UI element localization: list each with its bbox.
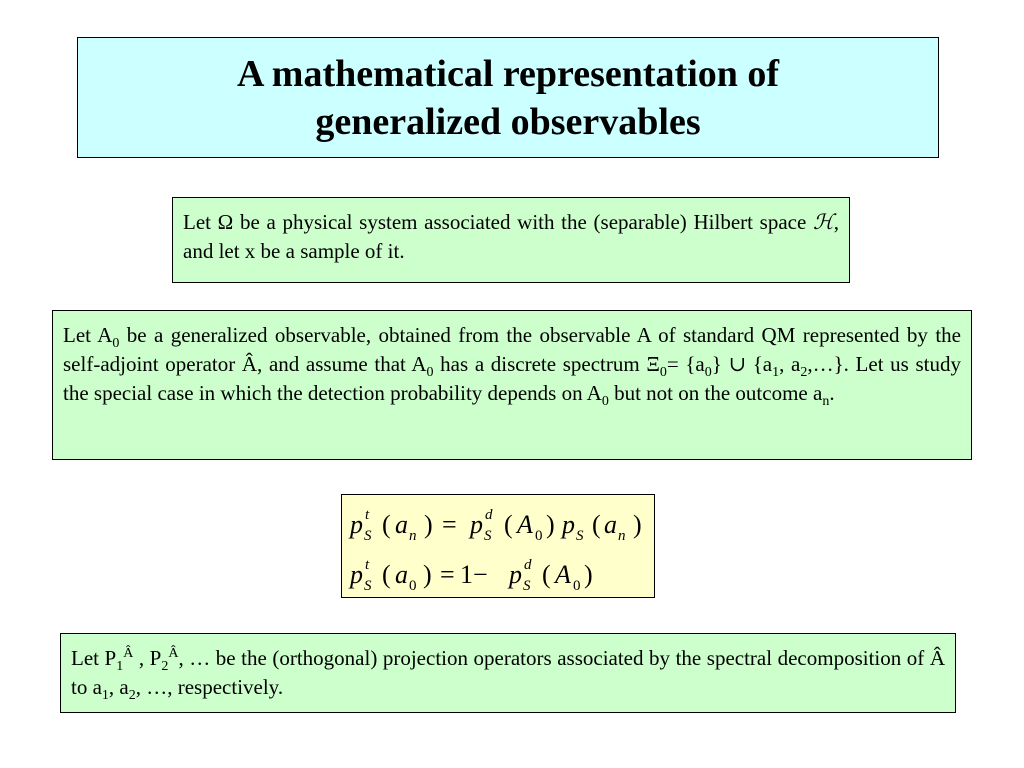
observable-sub-2: 0 [426,365,434,381]
projection-sub-4: 2 [128,688,136,704]
observable-text-5: } ∪ {a [711,352,773,376]
eq2-p: p [350,560,363,589]
observable-text-2: be a generalized observable, obtained from the observable A of standard QM represented by the self-adjoint operator Â, and assume that A [63,323,961,376]
observable-sub-7: 0 [601,394,609,410]
slide-title [237,50,779,146]
eq1-sub-s3: S [576,528,584,544]
eq2-rparen2: ) [584,560,593,589]
eq1-lparen3: ( [592,510,601,539]
eq1-sub-0: 0 [535,528,543,544]
projection-sub-1: 1 [116,659,124,675]
projection-sub-2: 2 [161,659,169,675]
eq1-p3: p [562,510,575,539]
eq1-sub-n: n [409,528,417,544]
eq2-sub-s2: S [523,578,531,594]
observable-text-3: has a discrete spectrum Ξ [433,352,660,376]
eq1-equals: = [442,510,457,539]
title-box [77,37,939,158]
eq1-p2: p [470,510,483,539]
eq1-sub-n3: n [618,528,626,544]
observable-text-8: but not on the outcome a [608,381,823,405]
system-definition-box [172,197,850,283]
eq1-sup-t: t [365,507,370,523]
eq2-one-minus: 1− [460,560,488,589]
eq2-rparen: ) [423,560,432,589]
eq2-sub-02: 0 [573,578,581,594]
observable-text-1: Let A [63,323,113,347]
observable-text-4: = {a [666,352,705,376]
observable-text-9: . [829,381,835,405]
observable-sub-8: n [822,394,830,410]
eq1-a: a [395,510,408,539]
eq1-sub-s2: S [484,528,492,544]
hilbert-space-symbol: ℋ [812,210,834,234]
equation-2 [348,557,593,594]
eq1-rparen: ) [424,510,433,539]
observable-text-7: ,…}. Let us study the special case in which the detection probability depends on A [63,352,962,405]
eq2-lparen2: ( [542,560,551,589]
eq2-a: a [395,560,408,589]
observable-sub-1: 0 [112,336,120,352]
eq2-lparen: ( [382,560,391,589]
observable-sub-6: 2 [800,365,808,381]
formula-box [341,494,655,598]
equation-1 [348,507,642,544]
eq2-p2: p [509,560,522,589]
projection-text-1: Let P [71,646,117,670]
observable-sub-3: 0 [659,365,667,381]
projection-text-4: , a [108,675,129,699]
projection-text-2: , P [133,646,162,670]
projection-sup-2: Â [168,646,179,661]
eq1-sub-s: S [364,528,372,544]
observable-sub-4: 0 [704,365,712,381]
slide-title-line-1: A mathematical representation of [236,52,780,95]
observable-sub-5: 1 [772,365,780,381]
eq1-a3: a [604,510,617,539]
eq2-sup-t: t [365,557,370,573]
eq1-rparen2: ) [546,510,555,539]
observable-text-6: , a [779,352,801,376]
system-definition-text-a: Let Ω be a physical system associated with the (separable) Hilbert space [183,210,813,234]
eq2-sub-0: 0 [409,578,417,594]
eq1-lparen2: ( [504,510,513,539]
formula-svg [342,495,654,597]
eq2-equals: = [440,560,455,589]
eq1-sup-d: d [485,507,493,523]
projection-text-3: , … be the (orthogonal) projection operators associated by the spectral decomposition of Â to a [71,646,945,699]
eq1-p: p [350,510,363,539]
projection-operators-box [60,633,956,713]
eq2-sup-d: d [524,557,532,573]
eq1-A: A [517,510,533,539]
eq1-rparen3: ) [633,510,642,539]
slide-title-line-2: generalized observables [315,100,701,143]
eq2-sub-s: S [364,578,372,594]
projection-sub-3: 1 [101,688,109,704]
projection-sup-1: Â [123,646,134,661]
system-definition-text-b: , and let x be a sample of it. [183,210,839,263]
generalized-observable-box [52,310,972,460]
projection-text-5: , …, respectively. [135,675,284,699]
eq1-lparen: ( [382,510,391,539]
eq2-A: A [555,560,571,589]
